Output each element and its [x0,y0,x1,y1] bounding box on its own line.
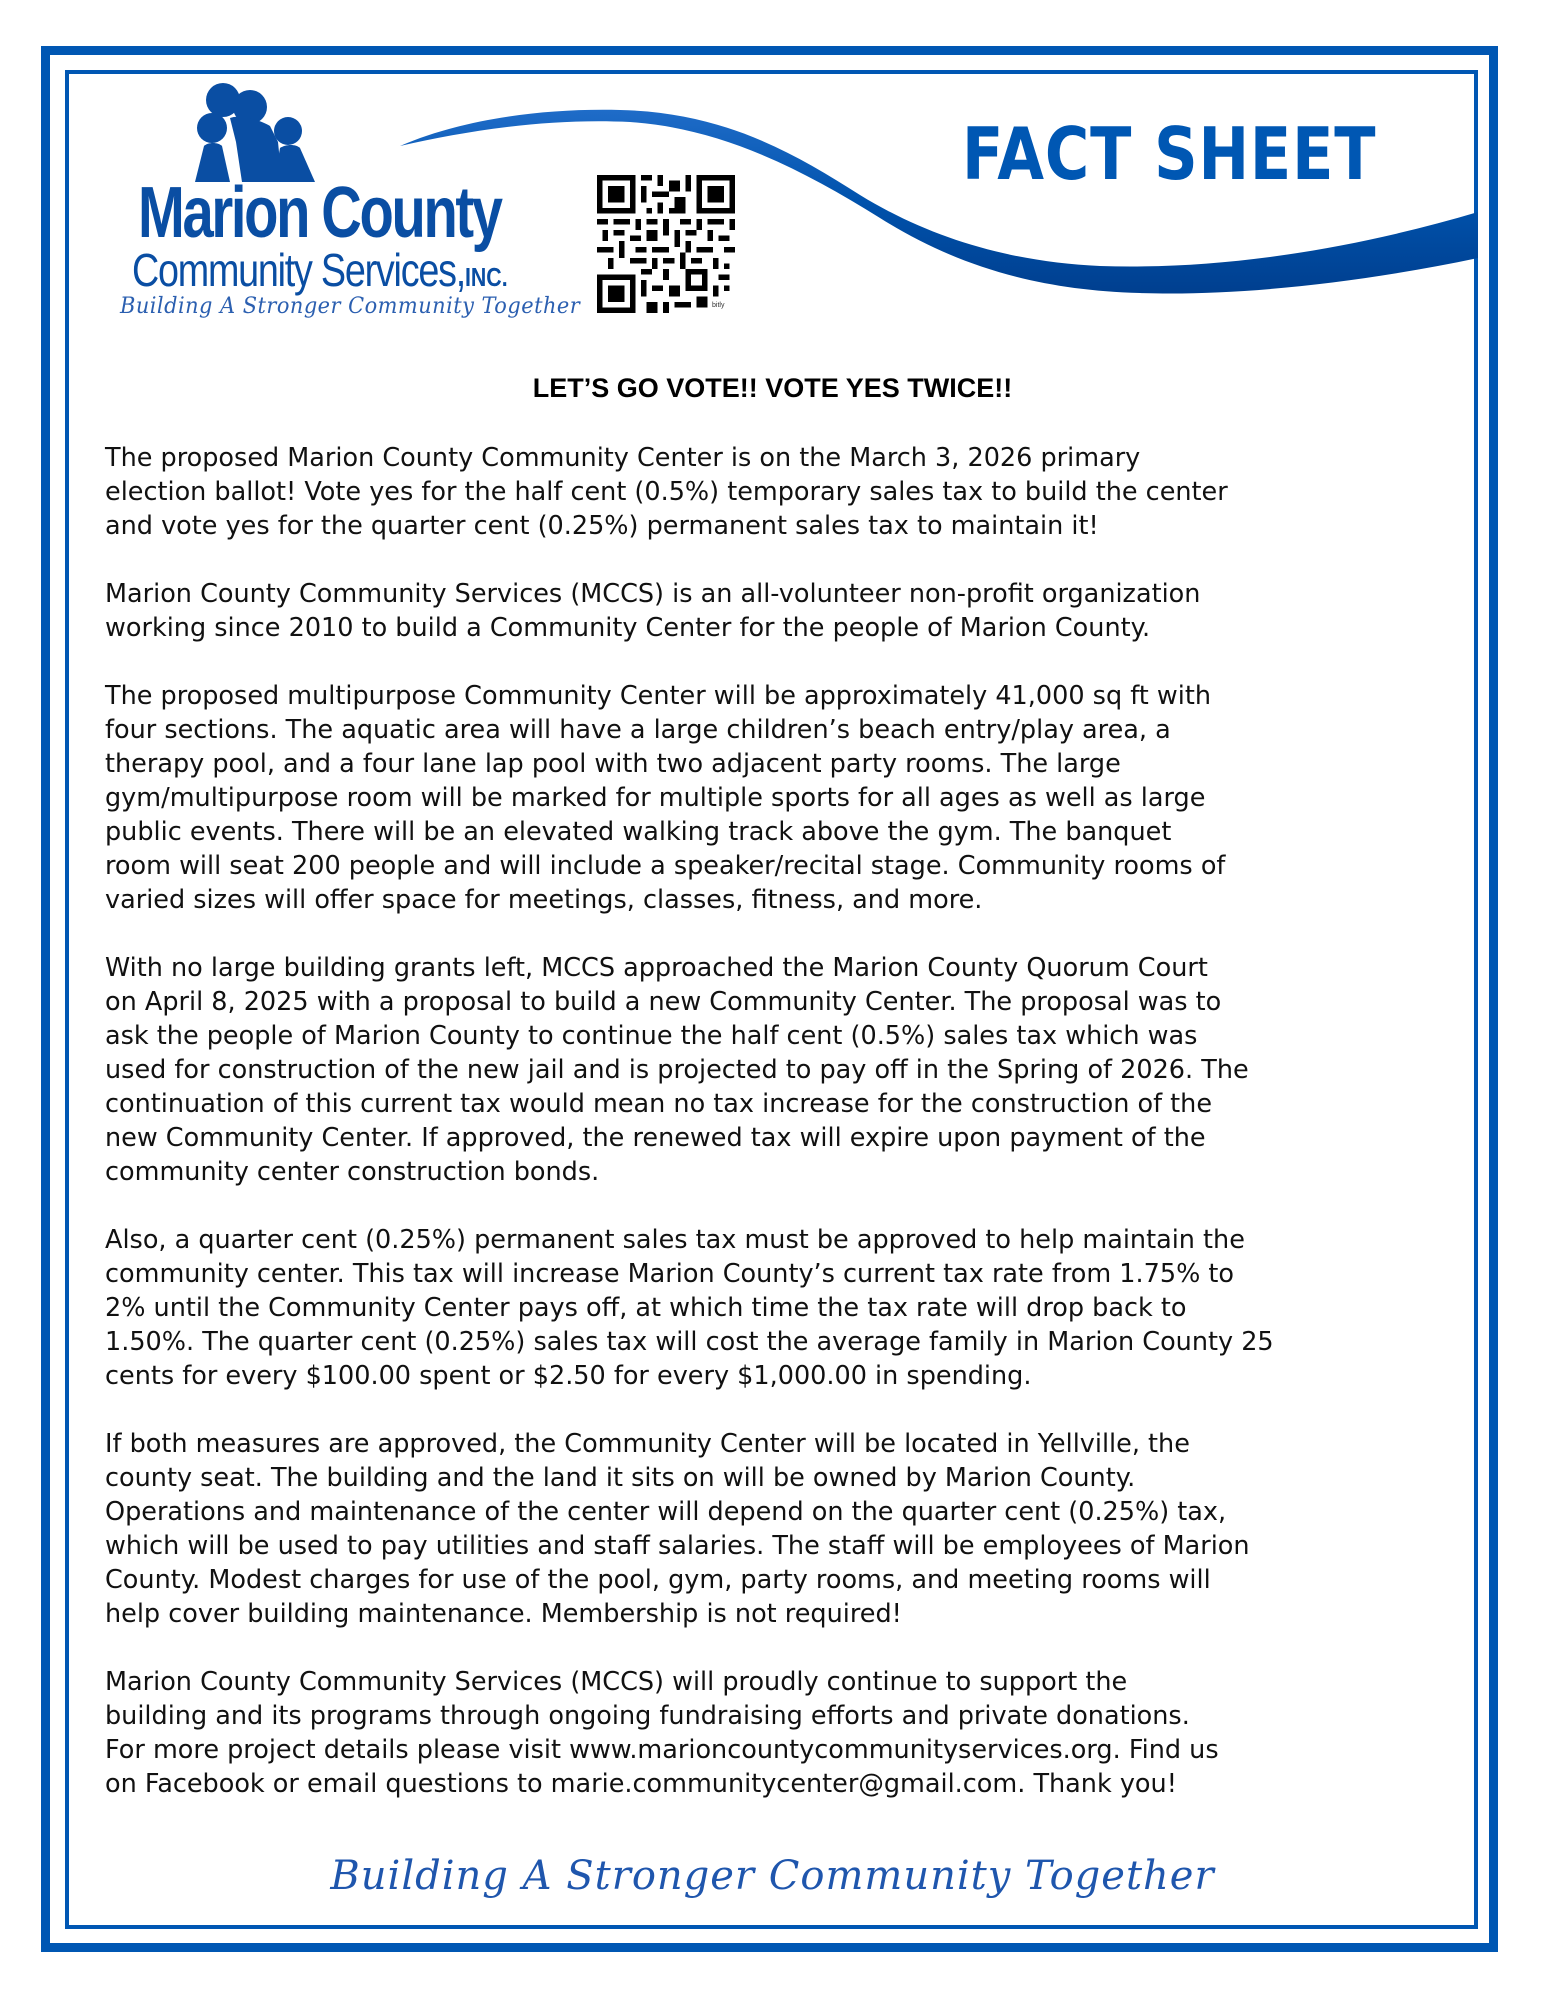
logo-title: Marion County [138,173,501,253]
headline: LET’S GO VOTE!! VOTE YES TWICE!! [532,373,1013,403]
paragraph-ballot [105,441,1450,543]
text-line: public events. There will be an elevated walking track above the gym. The banquet [105,817,1172,847]
text-line: county seat. The building and the land it sits on will be owned by Marion County. [105,1463,1136,1493]
text-line: Marion County Community Services (MCCS) is an all-volunteer non-profit organization [105,579,1201,609]
text-line: help cover building maintenance. Membership is not required! [105,1599,902,1629]
text-line: Also, a quarter cent (0.25%) permanent sales tax must be approved to help maintain the [105,1225,1245,1255]
text-line: cents for every $100.00 spent or $2.50 for every $1,000.00 in spending. [105,1361,1032,1391]
text-line: For more project details please visit www.marioncountycommunityservices.org. Find us [105,1735,1219,1765]
text-line: 1.50%. The quarter cent (0.25%) sales tax will cost the average family in Marion County 25 [105,1327,1274,1357]
qr-bitly-label: bitly [712,302,725,309]
text-line: used for construction of the new jail and is projected to pay off in the Spring of 2026. The [105,1055,1249,1085]
footer-tagline: Building A Stronger Community Together [330,1853,1215,1899]
text-line: ask the people of Marion County to continue the half cent (0.5%) sales tax which was [105,1021,1198,1051]
text-line: therapy pool, and a four lane lap pool with two adjacent party rooms. The large [105,749,1121,779]
qr-code-icon[interactable] [597,175,735,313]
text-line: Marion County Community Services (MCCS) will proudly continue to support the [105,1667,1128,1697]
text-line: gym/multipurpose room will be marked for multiple sports for all ages as well as large [105,783,1206,813]
text-line: community center. This tax will increase Marion County’s current tax rate from 1.75% to [105,1259,1235,1289]
text-line: on April 8, 2025 with a proposal to build a new Community Center. The proposal was to [105,987,1222,1017]
paragraph-quarter-cent-tax [105,1223,1450,1393]
text-line: room will seat 200 people and will include a speaker/recital stage. Community rooms of [105,851,1226,881]
organization-logo [120,82,581,327]
text-line: The proposed Marion County Community Center is on the March 3, 2026 primary [105,443,1141,473]
text-line: With no large building grants left, MCCS approached the Marion County Quorum Court [105,953,1208,983]
paragraph-location-operations [105,1427,1450,1631]
paragraph-contact [105,1665,1450,1801]
text-line: four sections. The aquatic area will have a large children’s beach entry/play area, a [105,715,1171,745]
logo-inc: INC. [464,262,508,292]
paragraph-proposal [105,951,1450,1189]
text-line: The proposed multipurpose Community Center will be approximately 41,000 sq ft with [105,681,1211,711]
family-people-icon [190,82,340,187]
text-line: and vote yes for the quarter cent (0.25%) permanent sales tax to maintain it! [105,511,1099,541]
logo-subtitle-text: Community Services, [132,244,465,296]
text-line: building and its programs through ongoing fundraising efforts and private donations. [105,1701,1190,1731]
text-line: varied sizes will offer space for meetings, classes, fitness, and more. [105,885,983,915]
page-title: FACT SHEET [962,112,1377,196]
text-line: on Facebook or email questions to marie.communitycenter@gmail.com. Thank you! [105,1769,1177,1799]
logo-tagline: Building A Stronger Community Together [120,294,581,319]
text-line: 2% until the Community Center pays off, at which time the tax rate will drop back to [105,1293,1187,1323]
text-line: If both measures are approved, the Community Center will be located in Yellville, the [105,1429,1190,1459]
text-line: which will be used to pay utilities and staff salaries. The staff will be employees of Marion [105,1531,1250,1561]
text-line: working since 2010 to build a Community Center for the people of Marion County. [105,613,1151,643]
text-line: election ballot! Vote yes for the half cent (0.5%) temporary sales tax to build the center [105,477,1228,507]
text-line: Operations and maintenance of the center will depend on the quarter cent (0.25%) tax, [105,1497,1227,1527]
text-line: continuation of this current tax would mean no tax increase for the construction of the [105,1089,1213,1119]
paragraph-about-mccs [105,577,1450,645]
logo-subtitle [132,244,508,300]
paragraph-facility [105,679,1450,917]
text-line: new Community Center. If approved, the renewed tax will expire upon payment of the [105,1123,1206,1153]
body-text [105,441,1450,1835]
text-line: County. Modest charges for use of the pool, gym, party rooms, and meeting rooms will [105,1565,1211,1595]
text-line: community center construction bonds. [105,1157,600,1187]
